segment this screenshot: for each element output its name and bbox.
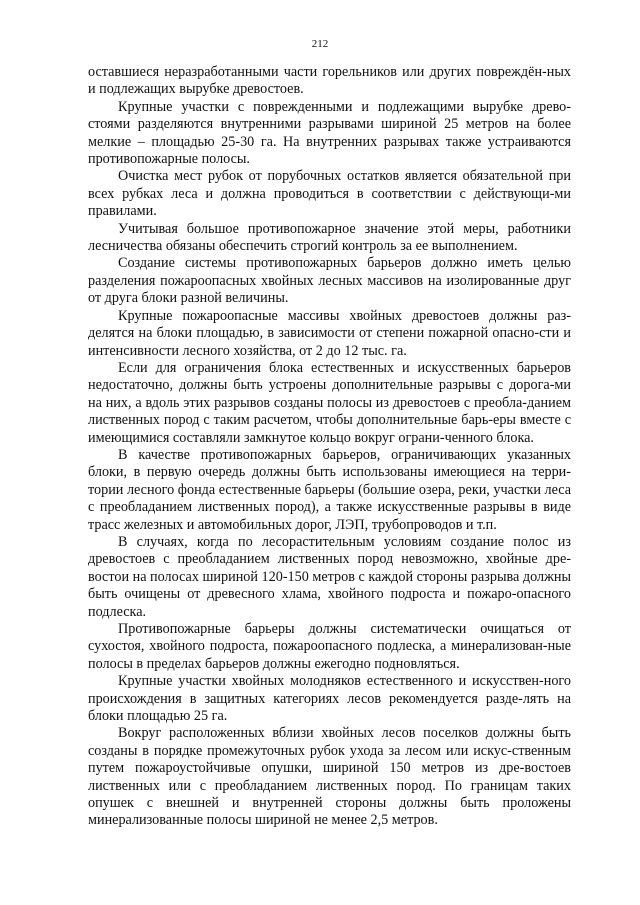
paragraph-11: Крупные участки хвойных молодняков естественного и искусствен-ного происхождения в защитных категориях лесов рекомендуется разде-лять на блоки площадью 25 га. [88, 673, 571, 725]
paragraph-12: Вокруг расположенных вблизи хвойных лесов поселков должны быть созданы в порядке промежуточных рубок ухода за лесом или искус-ственным путем пожароустойчивые опушки, шириной 150 метров из дре-востоев лиственных или с преобладанием лиственных пород. По границам таких опушек с внешней и внутренней стороны должны быть проложены минерализованные полосы шириной не менее 2,5 метров. [88, 725, 571, 829]
page-number: 212 [311, 38, 329, 50]
paragraph-1: оставшиеся неразработанными части горельников или других повреждён-ных и подлежащих вырубке древостоев. [88, 64, 571, 98]
paragraph-5: Создание системы противопожарных барьеров должно иметь целью разделения пожароопасных хвойных лесных массивов на изолированные друг от друга блоки разной величины. [88, 255, 571, 307]
paragraph-10: Противопожарные барьеры должны систематически очищаться от сухостоя, хвойного подроста, пожароопасного подлеска, а минерализован-ные полосы в пределах барьеров должны ежегодно подновляться. [88, 621, 571, 672]
paragraph-8: В качестве противопожарных барьеров, ограничивающих указанных блоки, в первую очередь должны быть использованы имеющиеся на терри-тории лесного фонда естественные барьеры (большие озера, реки, участки леса с преобладанием лиственных пород), а также искусственные разрывы в виде трасс железных и автомобильных дорог, ЛЭП, трубопроводов и т.п. [88, 446, 571, 533]
body-text [88, 64, 571, 830]
paragraph-3: Очистка мест рубок от порубочных остатков является обязательной при всех рубках леса и должна проводиться в соответствии с действующи-ми правилами. [88, 168, 571, 220]
paragraph-9: В случаях, когда по лесорастительным условиям создание полос из древостоев с преобладанием лиственных пород невозможно, хвойные дре-востои на полосах шириной 120-150 метров с каждой стороны разрыва должны быть очищены от древесного хлама, хвойного подроста и пожаро-опасного подлеска. [88, 533, 571, 620]
paragraph-2: Крупные участки с поврежденными и подлежащими вырубке древо-стоями разделяются внутренними разрывами шириной 25 метров на более мелкие – площадью 25-30 га. На внутренних разрывах также устраиваются противопожарные полосы. [88, 98, 571, 168]
paragraph-7: Если для ограничения блока естественных и искусственных барьеров недостаточно, должны быть устроены дополнительные разрывы с дорога-ми на них, а вдоль этих разрывов созданы полосы из древостоев с преобла-данием лиственных пород с таким расчетом, чтобы дополнительные барь-еры вместе с имеющимися составляли замкнутое кольцо вокруг ограни-ченного блока. [88, 359, 571, 446]
paragraph-4: Учитывая большое противопожарное значение этой меры, работники лесничества обязаны обеспечить строгий контроль за ее выполнением. [88, 220, 571, 255]
paragraph-6: Крупные пожароопасные массивы хвойных древостоев должны раз-делятся на блоки площадью, в зависимости от степени пожарной опасно-сти и интенсивности лесного хозяйства, от 2 до 12 тыс. га. [88, 307, 571, 359]
